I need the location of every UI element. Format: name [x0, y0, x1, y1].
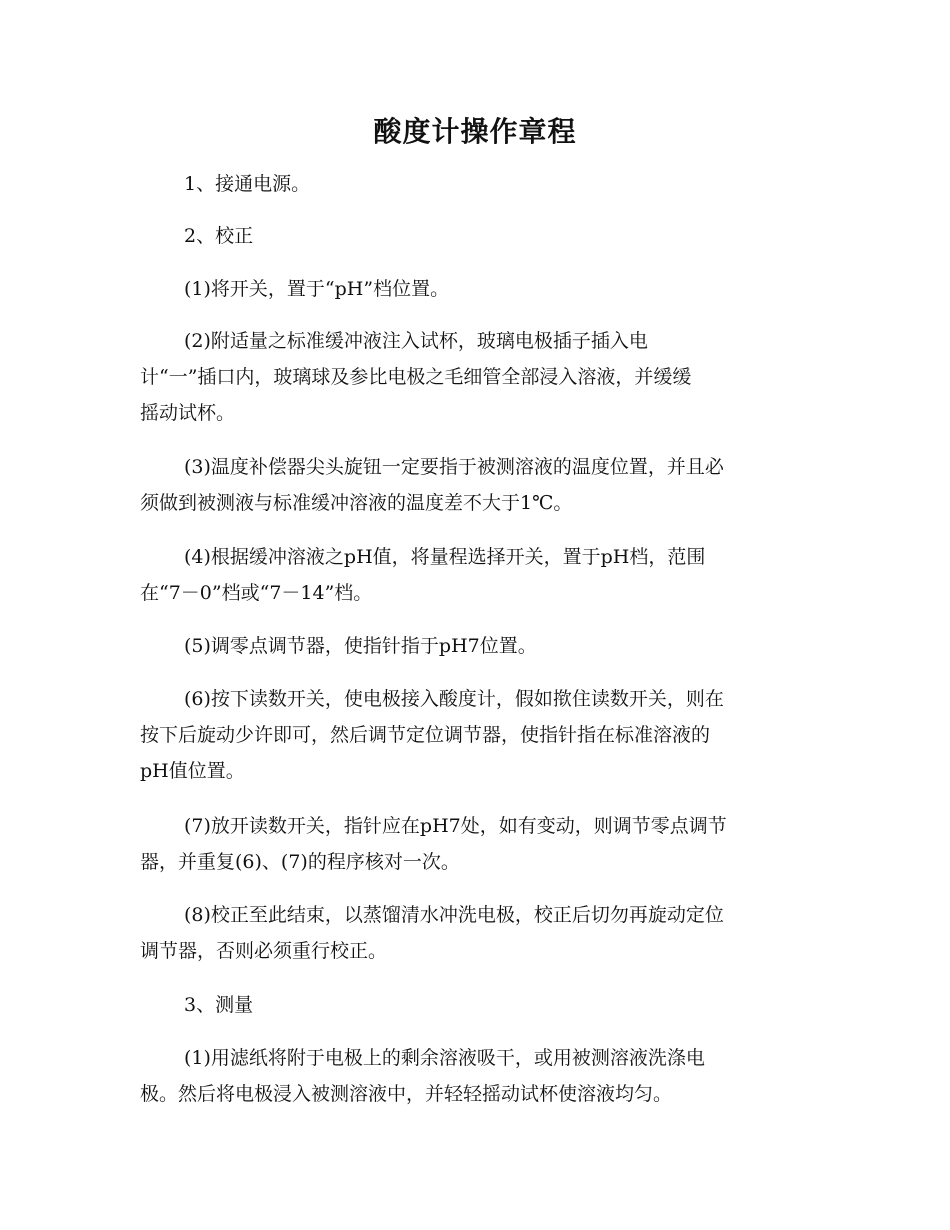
paragraph-calibration-8	[140, 897, 808, 969]
paragraph-line: (4)根据缓冲溶液之pH值，将量程选择开关，置于pH档，范围	[184, 546, 706, 568]
paragraph-calibration-6	[140, 681, 808, 789]
paragraph-text: (5)调零点调节器，使指针指于pH7位置。	[184, 635, 537, 657]
paragraph-calibration-1	[140, 271, 808, 307]
document-title: 酸度计操作章程	[373, 115, 577, 148]
paragraph-text: 1、接通电源。	[184, 173, 311, 195]
paragraph-line: pH值位置。	[140, 760, 245, 782]
paragraph-calibration-5	[140, 628, 808, 664]
paragraph-step-2	[140, 218, 808, 254]
paragraph-text: 2、校正	[184, 225, 254, 247]
paragraph-calibration-4	[140, 539, 808, 611]
paragraph-line: (8)校正至此结束，以蒸馏清水冲洗电极，校正后切勿再旋动定位	[184, 904, 724, 926]
paragraph-measurement-1	[140, 1040, 808, 1112]
paragraph-line: 在“7－0”档或“7－14”档。	[140, 582, 373, 604]
paragraph-line: 摇动试杯。	[140, 402, 236, 424]
paragraph-line: (6)按下读数开关，使电极接入酸度计，假如揿住读数开关，则在	[184, 688, 724, 710]
paragraph-line: 器，并重复(6)、(7)的程序核对一次。	[140, 851, 460, 873]
paragraph-calibration-2	[140, 323, 808, 431]
paragraph-line: (3)温度补偿器尖头旋钮一定要指于被测溶液的温度位置，并且必	[184, 456, 724, 478]
paragraph-text: 3、测量	[184, 994, 254, 1016]
paragraph-line: 计“一”插口内，玻璃球及参比电极之毛细管全部浸入溶液，并缓缓	[140, 366, 692, 388]
paragraph-line: 按下后旋动少许即可，然后调节定位调节器，使指针指在标准溶液的	[140, 724, 711, 746]
paragraph-step-1	[140, 166, 808, 202]
paragraph-line: (2)附适量之标准缓冲液注入试杯，玻璃电极插子插入电	[184, 330, 648, 352]
paragraph-line: 调节器，否则必须重行校正。	[140, 940, 388, 962]
paragraph-line: 须做到被测液与标准缓冲溶液的温度差不大于1℃。	[140, 492, 573, 514]
paragraph-step-3	[140, 987, 808, 1023]
paragraph-calibration-7	[140, 808, 808, 880]
paragraph-calibration-3	[140, 449, 808, 521]
paragraph-text: (1)将开关，置于“pH”档位置。	[184, 278, 450, 300]
paragraph-line: 极。然后将电极浸入被测溶液中，并轻轻摇动试杯使溶液均匀。	[140, 1083, 673, 1105]
paragraph-line: (1)用滤纸将附于电极上的剩余溶液吸干，或用被测溶液洗涤电	[184, 1047, 705, 1069]
paragraph-line: (7)放开读数开关，指针应在pH7处，如有变动，则调节零点调节	[184, 815, 727, 837]
